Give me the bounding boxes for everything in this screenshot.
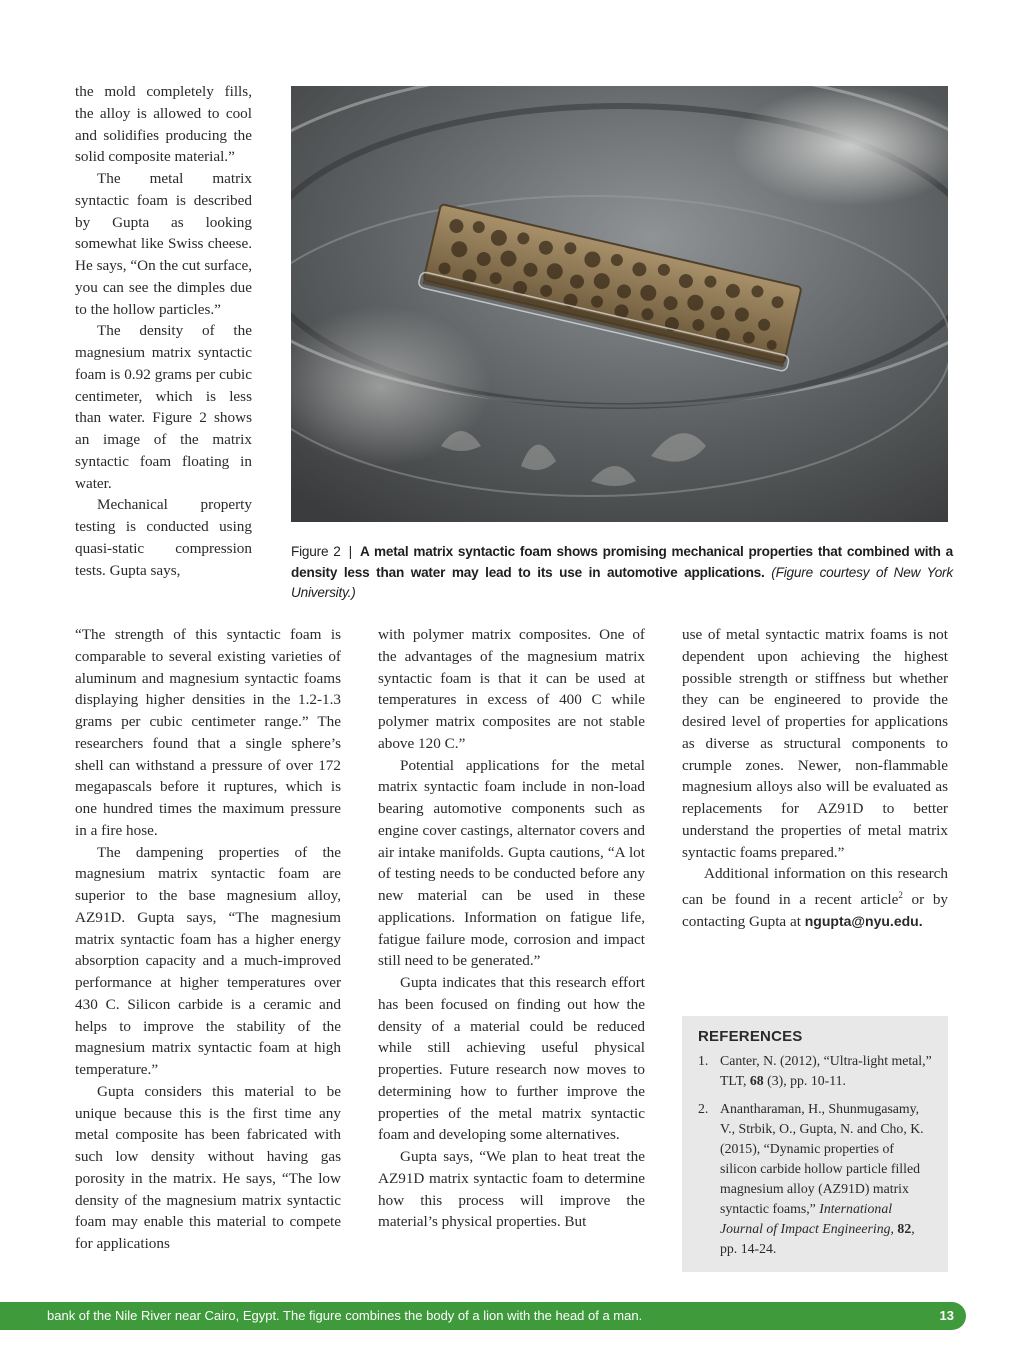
email-link[interactable]: ngupta@nyu.edu. — [804, 912, 923, 929]
text-column-1 — [75, 624, 341, 1255]
reference-part: Canter, N. (2012), “Ultra-light metal,” TLT, — [720, 1053, 932, 1088]
body-paragraph: Gupta says, “We plan to heat treat the AZ91D matrix syntactic foam to determine how this process will improve the material’s physical properties. But — [378, 1148, 645, 1231]
figure-photo — [291, 86, 948, 522]
reference-text — [720, 1051, 934, 1091]
reference-item — [698, 1099, 934, 1259]
body-paragraph: the mold completely fills, the alloy is allowed to cool and solidifies producing the solid composite material.” — [75, 83, 252, 166]
reference-item — [698, 1051, 934, 1091]
figure-caption-text: A metal matrix syntactic foam shows promising mechanical properties that combined with a density less than water may lead to its use in automotive applications. — [291, 544, 953, 580]
reference-text — [720, 1099, 934, 1259]
text-column-3 — [682, 624, 948, 933]
body-paragraph: “The strength of this syntactic foam is comparable to several existing varieties of aluminum and magnesium syntactic foams displaying higher densities in the 1.2-1.3 grams per cubic centimeter range.” The researchers found that a single sphere’s shell can withstand a pressure of over 172 megapascals before it ruptures, which is one hundred times the maximum pressure in a fire hose. — [75, 626, 341, 839]
wrap-column — [75, 81, 252, 581]
reference-part: (3), pp. 10-11. — [763, 1073, 846, 1088]
contact-text-mid: or by contacting Gupta at — [682, 891, 949, 930]
reference-number: 2. — [698, 1101, 709, 1116]
footer-text: bank of the Nile River near Cairo, Egypt. The figure combines the body of a lion with the head of a man. — [47, 1308, 643, 1323]
figure-label: Figure 2 — [291, 544, 341, 559]
reference-journal: International Journal of Impact Engineering — [720, 1201, 893, 1236]
body-paragraph: The density of the magnesium matrix syntactic foam is 0.92 grams per cubic centimeter, which is less than water. Figure 2 shows an image of the matrix syntactic foam floating in water. — [75, 322, 252, 492]
reference-volume: 68 — [749, 1073, 764, 1088]
contact-text: Additional information on this research can be found in a recent article — [682, 865, 948, 909]
syntactic-foam-photo-illustration — [291, 86, 948, 522]
figure-separator: | — [348, 544, 352, 559]
figure-credit: (Figure courtesy of New York University.) — [291, 564, 953, 600]
reference-volume: 82 — [897, 1221, 912, 1236]
body-paragraph-contact — [682, 863, 948, 932]
reference-part: , pp. 14-24. — [720, 1221, 915, 1256]
reference-number: 1. — [698, 1053, 709, 1068]
body-paragraph: use of metal syntactic matrix foams is not dependent upon achieving the highest possible strength or stiffness but whether they can be engineered to provide the desired level of properties for applications as diverse as structural components to crumple zones. Newer, non-flammable magnesium alloys also will be evaluated as replacements for AZ91D to better understand the properties of metal matrix syntactic foams prepared.” — [682, 626, 948, 861]
references-box — [682, 1016, 948, 1272]
references-heading: REFERENCES — [698, 1028, 803, 1045]
footer-bar — [0, 1302, 966, 1330]
body-paragraph: The dampening properties of the magnesium matrix syntactic foam are superior to the base magnesium alloy, AZ91D. Gupta says, “The magnesium matrix syntactic foam has a higher energy absorption capacity and a much-improved performance at higher temperatures over 430 C. Silicon carbide is a ceramic and helps to improve the stability of the magnesium matrix syntactic foam at high temperature.” — [75, 843, 341, 1078]
page-number: 13 — [939, 1308, 954, 1323]
figure-caption — [291, 542, 953, 604]
body-paragraph: Mechanical property testing is conducted using quasi-static compression tests. Gupta says, — [75, 496, 252, 579]
body-paragraph: Potential applications for the metal matrix syntactic foam include in non-load bearing automotive components such as engine cover castings, alternator covers and air intake manifolds. Gupta cautions, “A lot of testing needs to be conducted before any new material can be used in these applications. Information on fatigue life, fatigue failure mode, corrosion and impact still need to be generated.” — [378, 756, 645, 970]
body-paragraph: Gupta considers this material to be unique because this is the first time any metal composite has been fabricated with such low density without having gas porosity in the matrix. He says, “The low density of the magnesium matrix syntactic foam may enable this material to compete for applications — [75, 1082, 341, 1252]
reference-part: , — [890, 1221, 898, 1236]
reference-part: Anantharaman, H., Shunmugasamy, V., Strbik, O., Gupta, N. and Cho, K. (2015), “Dynamic properties of silicon carbide hollow particle filled magnesium alloy (AZ91D) matrix syntactic foams,” — [720, 1101, 924, 1216]
body-paragraph: The metal matrix syntactic foam is described by Gupta as looking somewhat like Swiss cheese. He says, “On the cut surface, you can see the dimples due to the hollow particles.” — [75, 170, 252, 318]
body-paragraph: with polymer matrix composites. One of the advantages of the magnesium matrix syntactic foam is that it can be used at temperatures in excess of 400 C while polymer matrix composites are not stable above 120 C.” — [378, 626, 645, 752]
text-column-2 — [378, 624, 645, 1233]
citation-superscript: 2 — [898, 890, 903, 900]
body-paragraph: Gupta indicates that this research effort has been focused on finding out how the density of a material could be reduced while still achieving useful physical properties. Future research now moves to determining how to further improve the properties of the metal matrix syntactic foam and developing some alternatives. — [378, 974, 645, 1144]
